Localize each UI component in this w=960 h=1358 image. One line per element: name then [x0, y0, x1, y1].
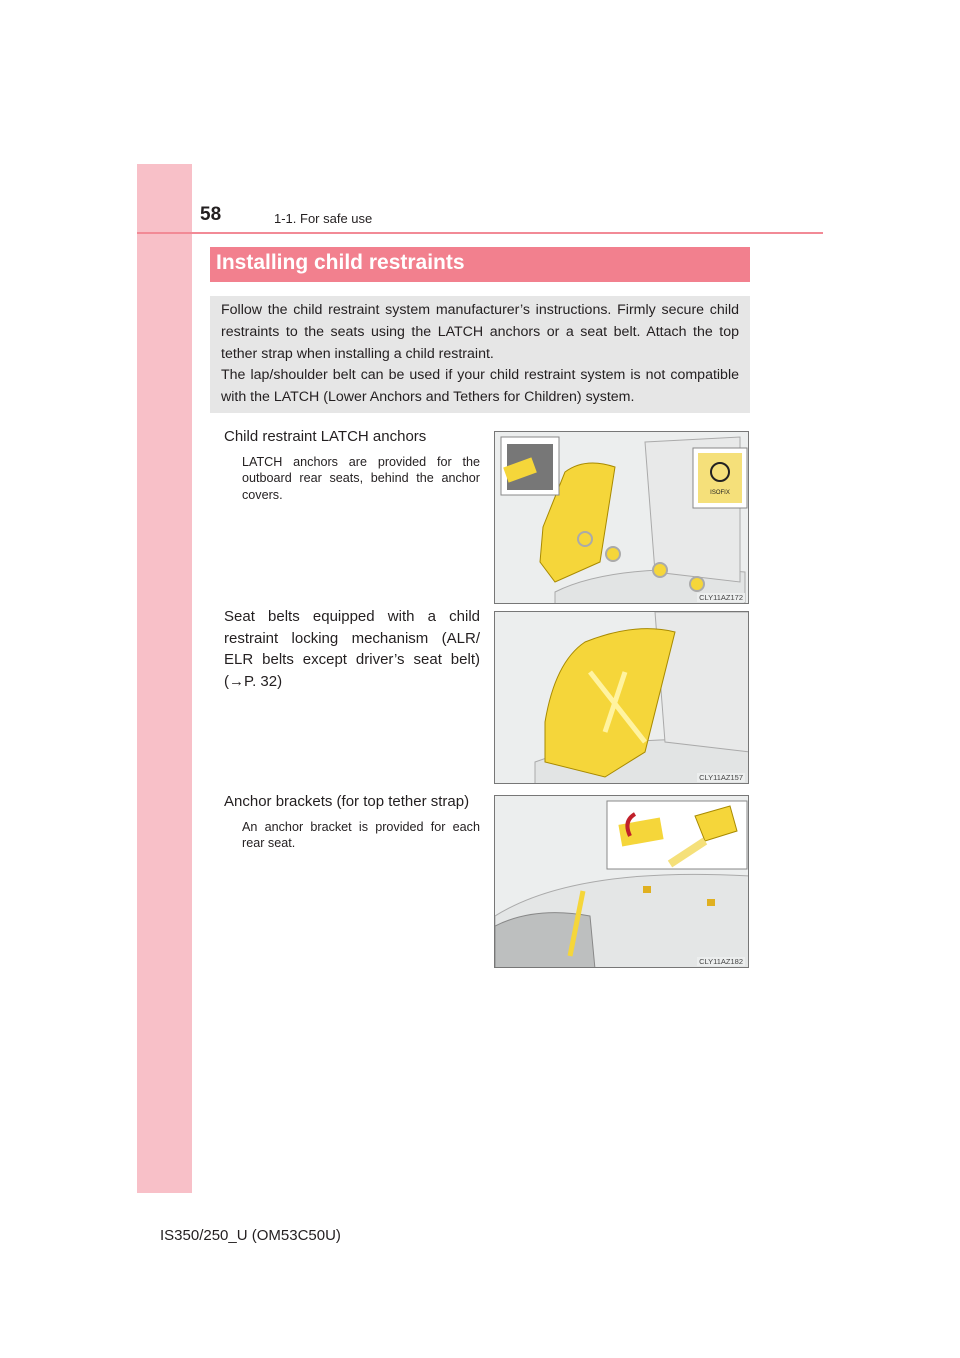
- footer-model-code: IS350/250_U (OM53C50U): [160, 1227, 341, 1244]
- page-title: Installing child restraints: [210, 247, 750, 282]
- item-description: LATCH anchors are provided for the outboard rear seats, behind the anchor covers.: [242, 454, 480, 502]
- header-rule: [137, 232, 823, 234]
- intro-paragraph: Follow the child restraint system manufacturer’s instructions. Firmly secure child restraints to the seats using the LATCH anchors or a seat belt. Attach the top tether strap when installing a child restraint.: [221, 302, 739, 362]
- intro-paragraph: The lap/shoulder belt can be used if your child restraint system is not compatible with the LATCH (Lower Anchors and Tethers for Children) system.: [221, 367, 739, 406]
- latch-anchors-illustration: [494, 431, 749, 604]
- seat-illustration: [495, 612, 749, 784]
- anchor-brackets-illustration: [494, 795, 749, 968]
- item-description: An anchor bracket is provided for each rear seat.: [242, 819, 480, 850]
- section-title: 1-1. For safe use: [274, 211, 373, 226]
- intro-box: [210, 296, 750, 413]
- anchor-brackets-item: [224, 791, 480, 852]
- seat-illustration: [495, 432, 749, 604]
- seat-belt-illustration: [494, 611, 749, 784]
- isofix-label: ISOFIX: [710, 490, 730, 496]
- seat-illustration: [495, 796, 749, 968]
- seat-belts-item: [224, 606, 480, 692]
- item-heading: Seat belts equipped with a child restraint locking mechanism (ALR/ ELR belts except driver’s seat belt) (→P. 32): [224, 608, 480, 690]
- page-number: 58: [200, 204, 222, 225]
- latch-anchors-item: [224, 426, 480, 503]
- item-heading: Child restraint LATCH anchors: [224, 428, 427, 445]
- chapter-sidebar-tab: [137, 164, 192, 1193]
- figure-code: CLY11AZ182: [699, 957, 743, 966]
- item-heading: Anchor brackets (for top tether strap): [224, 793, 470, 810]
- figure-code: CLY11AZ157: [699, 773, 743, 782]
- figure-code: CLY11AZ172: [699, 593, 743, 602]
